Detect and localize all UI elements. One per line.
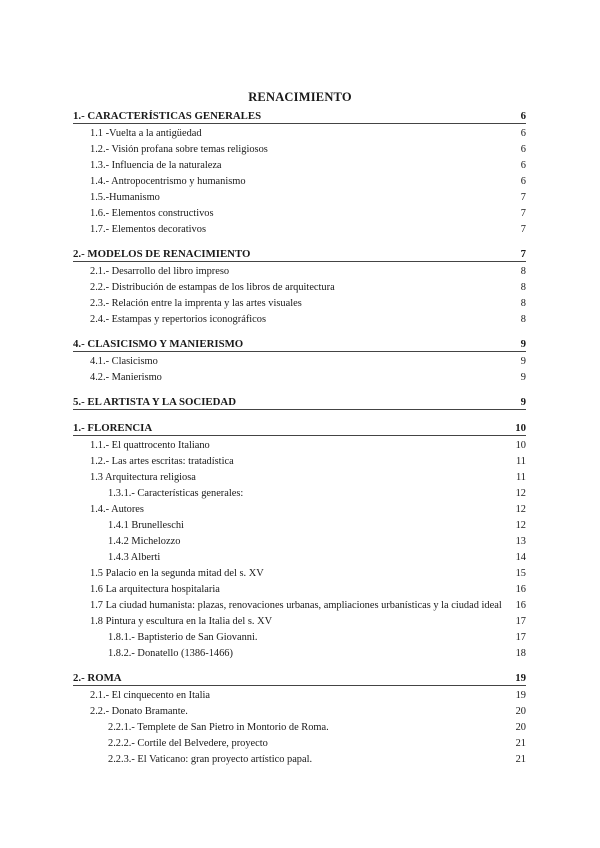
toc-page-number: 20 <box>515 722 526 733</box>
toc-entry[interactable] <box>73 567 526 580</box>
toc-entry-text: 1.7.- Elementos decorativos <box>90 224 206 235</box>
toc-entry-text: 1.6 La arquitectura hospitalaria <box>90 584 220 595</box>
toc-page-number: 9 <box>520 396 526 408</box>
toc-section-entry[interactable] <box>73 248 526 262</box>
toc-entry-text: 1.4.3 Alberti <box>108 552 161 563</box>
toc-entry[interactable] <box>73 127 526 140</box>
toc-entry[interactable] <box>73 207 526 220</box>
toc-entry-text: 5.- EL ARTISTA Y LA SOCIEDAD <box>73 396 237 408</box>
toc-entry[interactable] <box>73 631 526 644</box>
toc-page-number: 12 <box>515 504 526 515</box>
toc-entry[interactable] <box>73 705 526 718</box>
toc-entry[interactable] <box>73 647 526 660</box>
toc-page-number: 20 <box>515 706 526 717</box>
toc-entry[interactable] <box>73 143 526 156</box>
toc-page-number: 12 <box>515 488 526 499</box>
toc-page-number: 17 <box>515 632 526 643</box>
toc-entry-text: 2.2.- Distribución de estampas de los libros de arquitectura <box>90 282 335 293</box>
toc-entry[interactable] <box>73 191 526 204</box>
toc-entry[interactable] <box>73 355 526 368</box>
toc-page-number: 16 <box>515 584 526 595</box>
toc-section-entry[interactable] <box>73 672 526 686</box>
toc-entry-text: 1.8.2.- Donatello (1386-1466) <box>108 648 233 659</box>
toc-page-number: 7 <box>520 248 526 260</box>
toc-entry[interactable] <box>73 519 526 532</box>
toc-page-number: 21 <box>515 738 526 749</box>
toc-page-number: 16 <box>515 600 526 611</box>
toc-page-number: 8 <box>520 314 526 325</box>
toc-entry-text: 4.- CLASICISMO Y MANIERISMO <box>73 338 244 350</box>
toc-entry-text: 2.1.- El cinquecento en Italia <box>90 690 211 701</box>
toc-entry[interactable] <box>73 439 526 452</box>
toc-entry[interactable] <box>73 615 526 628</box>
toc-entry-text: 1.3 Arquitectura religiosa <box>90 472 196 483</box>
toc-page-number: 18 <box>515 648 526 659</box>
toc-entry-text: 1.2.- Las artes escritas: tratadística <box>90 456 234 467</box>
toc-entry-text: 1.8.1.- Baptisterio de San Giovanni. <box>108 632 258 643</box>
toc-page-number: 9 <box>520 338 526 350</box>
toc-page-number: 6 <box>520 160 526 171</box>
toc-entry-text: 1.6.- Elementos constructivos <box>90 208 214 219</box>
toc-section-entry[interactable] <box>73 338 526 352</box>
toc-page-number: 9 <box>520 372 526 383</box>
toc-page-number: 6 <box>520 176 526 187</box>
toc-entry-text: 2.2.3.- El Vaticano: gran proyecto artístico papal. <box>108 754 313 765</box>
toc-page-number: 15 <box>515 568 526 579</box>
toc-entry[interactable] <box>73 721 526 734</box>
toc-entry[interactable] <box>73 535 526 548</box>
toc-entry[interactable] <box>73 599 526 612</box>
toc-entry-text: 2.- MODELOS DE RENACIMIENTO <box>73 248 251 260</box>
toc-entry-text: 1.4.- Antropocentrismo y humanismo <box>90 176 246 187</box>
toc-entry-text: 2.1.- Desarrollo del libro impreso <box>90 266 230 277</box>
toc-page-number: 13 <box>515 536 526 547</box>
toc-section-entry[interactable] <box>73 396 526 410</box>
toc-page-number: 6 <box>520 128 526 139</box>
toc-entry-text: 1.3.- Influencia de la naturaleza <box>90 160 222 171</box>
toc-page-number: 8 <box>520 282 526 293</box>
toc-entry-text: 4.2.- Manierismo <box>90 372 162 383</box>
document-title: RENACIMIENTO <box>248 90 352 104</box>
toc-entry-text: 2.- ROMA <box>73 672 122 684</box>
toc-page-number: 11 <box>515 456 526 467</box>
toc-page-number: 11 <box>515 472 526 483</box>
toc-entry[interactable] <box>73 471 526 484</box>
toc-entry[interactable] <box>73 159 526 172</box>
toc-entry-text: 1.7 La ciudad humanista: plazas, renovaciones urbanas, ampliaciones urbanísticas y la ciudad ideal <box>90 600 502 611</box>
toc-entry-text: 2.4.- Estampas y repertorios iconográficos <box>90 314 267 325</box>
toc-page-number: 17 <box>515 616 526 627</box>
toc-page-number: 12 <box>515 520 526 531</box>
toc-entry[interactable] <box>73 487 526 500</box>
toc-page-number: 7 <box>520 208 526 219</box>
table-of-contents <box>73 110 526 766</box>
toc-entry-text: 1.4.2 Michelozzo <box>108 536 181 547</box>
toc-entry[interactable] <box>73 175 526 188</box>
toc-entry[interactable] <box>73 281 526 294</box>
toc-entry[interactable] <box>73 503 526 516</box>
toc-entry[interactable] <box>73 689 526 702</box>
toc-entry-text: 1.5 Palacio en la segunda mitad del s. XV <box>90 568 264 579</box>
toc-page-number: 6 <box>520 110 526 122</box>
toc-entry[interactable] <box>73 583 526 596</box>
toc-page-number: 10 <box>515 422 526 434</box>
toc-page-number: 6 <box>520 144 526 155</box>
toc-entry-text: 1.- FLORENCIA <box>73 422 153 434</box>
toc-page-number: 8 <box>520 266 526 277</box>
toc-entry[interactable] <box>73 551 526 564</box>
toc-entry[interactable] <box>73 455 526 468</box>
toc-page-number: 7 <box>520 192 526 203</box>
toc-entry[interactable] <box>73 371 526 384</box>
toc-entry-text: 1.1.- El quattrocento Italiano <box>90 440 210 451</box>
toc-page-number: 10 <box>515 440 526 451</box>
toc-entry[interactable] <box>73 753 526 766</box>
toc-entry-text: 2.2.1.- Templete de San Pietro in Montorio de Roma. <box>108 722 329 733</box>
toc-page-number: 7 <box>520 224 526 235</box>
toc-page-number: 21 <box>515 754 526 765</box>
toc-entry-text: 1.1 -Vuelta a la antigüedad <box>90 128 202 139</box>
toc-page-number: 8 <box>520 298 526 309</box>
toc-page-number: 14 <box>515 552 526 563</box>
toc-section-entry[interactable] <box>73 110 526 124</box>
toc-entry[interactable] <box>73 313 526 326</box>
toc-entry[interactable] <box>73 297 526 310</box>
toc-entry-text: 1.4.- Autores <box>90 504 144 515</box>
toc-entry-text: 1.4.1 Brunelleschi <box>108 520 184 531</box>
toc-section-entry[interactable] <box>73 422 526 436</box>
toc-entry-text: 2.3.- Relación entre la imprenta y las artes visuales <box>90 298 302 309</box>
toc-entry-text: 4.1.- Clasicismo <box>90 356 158 367</box>
toc-page-number: 19 <box>515 690 526 701</box>
toc-entry-text: 1.2.- Visión profana sobre temas religiosos <box>90 144 268 155</box>
toc-entry-text: 1.3.1.- Características generales: <box>108 488 244 499</box>
toc-entry[interactable] <box>73 223 526 236</box>
toc-entry[interactable] <box>73 265 526 278</box>
toc-entry-text: 2.2.2.- Cortile del Belvedere, proyecto <box>108 738 268 749</box>
toc-page-number: 19 <box>515 672 526 684</box>
toc-entry[interactable] <box>73 737 526 750</box>
toc-entry-text: 1.5.-Humanismo <box>90 192 160 203</box>
toc-entry-text: 2.2.- Donato Bramante. <box>90 706 188 717</box>
toc-entry-text: 1.8 Pintura y escultura en la Italia del s. XV <box>90 616 273 627</box>
toc-entry-text: 1.- CARACTERÍSTICAS GENERALES <box>73 110 262 122</box>
toc-page-number: 9 <box>520 356 526 367</box>
